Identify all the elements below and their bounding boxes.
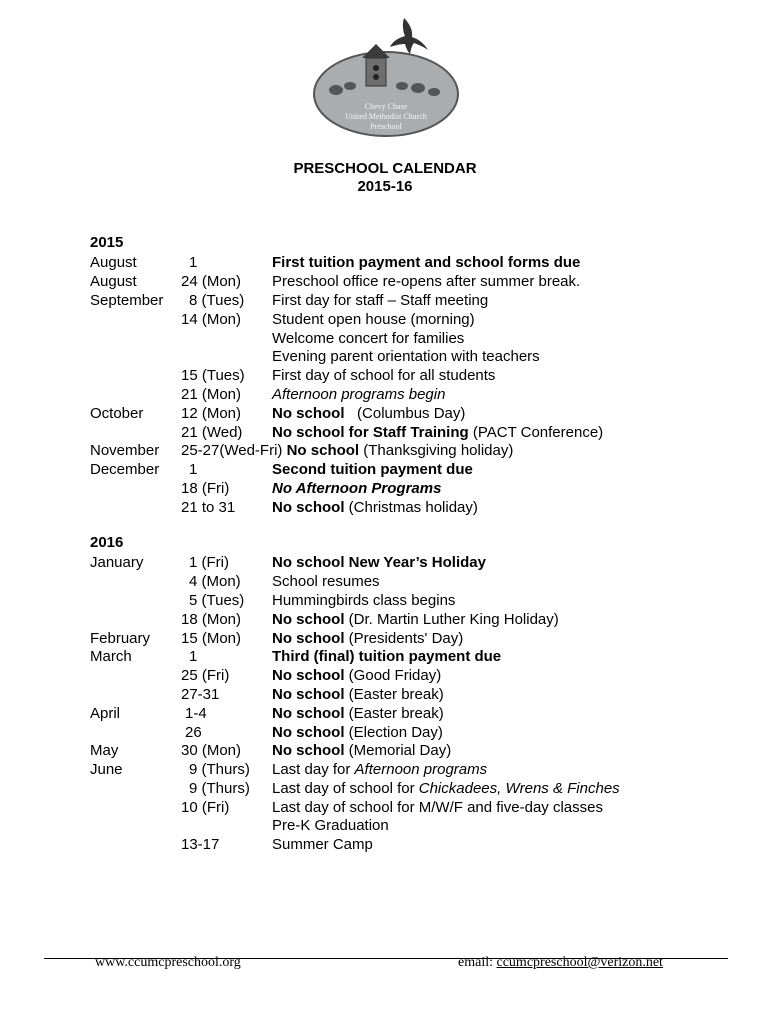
calendar-event-row — [0, 329, 770, 348]
event-date: 13-17 — [181, 836, 220, 853]
event-month: May — [90, 742, 119, 759]
event-date: 8 (Tues) — [189, 292, 245, 309]
event-text: No school New Year’s Holiday — [272, 554, 486, 571]
event-date: 18 (Fri) — [181, 480, 230, 497]
event-month: October — [90, 405, 144, 422]
event-text: Last day of school for — [272, 780, 419, 797]
event-date: 14 (Mon) — [181, 311, 242, 328]
svg-text:United Methodist Church: United Methodist Church — [345, 112, 427, 121]
event-description — [272, 798, 603, 817]
event-date: 26 — [185, 724, 202, 741]
event-text: No school — [272, 499, 345, 516]
event-description — [272, 685, 444, 704]
event-description — [272, 385, 445, 404]
event-text: School resumes — [272, 573, 380, 590]
calendar-event-row — [0, 553, 770, 572]
event-description — [272, 553, 486, 572]
event-month: August — [90, 273, 137, 290]
event-date: 25 (Fri) — [181, 667, 230, 684]
event-date: 1 — [189, 648, 198, 665]
event-text: No school — [272, 611, 345, 628]
calendar-event-row — [0, 816, 770, 835]
calendar-event-row — [0, 666, 770, 685]
calendar-event-row — [0, 685, 770, 704]
event-description — [272, 291, 488, 310]
event-text: (Dr. Martin Luther King Holiday) — [344, 611, 559, 628]
calendar-event-row — [0, 423, 770, 442]
event-text: No school — [272, 705, 345, 722]
event-text: No school — [272, 686, 345, 703]
calendar-event-row — [0, 798, 770, 817]
event-text: Welcome concert for families — [272, 330, 465, 347]
preschool-logo — [306, 14, 466, 144]
event-description — [272, 498, 478, 517]
footer-email-link[interactable]: ccumcpreschool@verizon.net — [496, 955, 663, 970]
event-text: (Christmas holiday) — [344, 499, 478, 516]
event-date: 1 (Fri) — [189, 554, 229, 571]
event-date: 4 (Mon) — [189, 573, 241, 590]
event-month: February — [90, 630, 151, 647]
event-description — [272, 741, 451, 760]
event-description — [272, 404, 465, 423]
event-text: (Election Day) — [344, 724, 443, 741]
calendar-event-row — [0, 404, 770, 423]
event-text: Afternoon programs begin — [272, 386, 446, 403]
event-text: Evening parent orientation with teachers — [272, 348, 540, 365]
event-month: March — [90, 648, 132, 665]
event-text: Afternoon programs — [354, 761, 488, 778]
event-month: April — [90, 705, 121, 722]
event-month: August — [90, 254, 137, 271]
event-text: Third (final) tuition payment due — [272, 648, 502, 665]
calendar-year-range: 2015-16 — [357, 178, 413, 195]
event-description — [272, 310, 475, 329]
event-date: 15 (Tues) — [181, 367, 245, 384]
calendar-event-row — [0, 310, 770, 329]
event-text: (Good Friday) — [344, 667, 442, 684]
event-description — [272, 423, 603, 442]
event-text: Second tuition payment due — [272, 461, 473, 478]
event-date: 12 (Mon) — [181, 405, 242, 422]
event-text: 25-27(Wed-Fri) — [181, 442, 287, 459]
event-description — [272, 366, 495, 385]
footer-email-label: email: — [458, 955, 497, 970]
calendar-event-row — [0, 460, 770, 479]
event-text: Summer Camp — [272, 836, 373, 853]
event-description — [272, 629, 463, 648]
event-date: 1-4 — [185, 705, 207, 722]
event-description — [272, 760, 487, 779]
event-date: 21 (Wed) — [181, 424, 243, 441]
event-month: June — [90, 761, 123, 778]
event-date: 27-31 — [181, 686, 220, 703]
event-description — [272, 460, 473, 479]
event-date: 18 (Mon) — [181, 611, 242, 628]
calendar-event-row — [0, 647, 770, 666]
event-text: First day for staff – Staff meeting — [272, 292, 489, 309]
calendar-event-row — [0, 610, 770, 629]
event-date: 1 — [189, 254, 198, 271]
event-date: 30 (Mon) — [181, 742, 242, 759]
event-description — [272, 572, 380, 591]
event-description — [272, 723, 443, 742]
event-text: Pre-K Graduation — [272, 817, 389, 834]
event-description — [272, 816, 389, 835]
calendar-event-row — [0, 835, 770, 854]
calendar-event-row — [0, 760, 770, 779]
event-text: (Easter break) — [344, 686, 444, 703]
event-text: (Easter break) — [344, 705, 444, 722]
footer-email — [458, 955, 663, 971]
event-text: (Memorial Day) — [344, 742, 452, 759]
event-description — [272, 835, 373, 854]
year-heading-2015: 2015 — [90, 234, 124, 251]
calendar-event-row — [0, 366, 770, 385]
event-date: 15 (Mon) — [181, 630, 242, 647]
event-month: September — [90, 292, 164, 309]
calendar-event-row — [0, 385, 770, 404]
event-month: December — [90, 461, 160, 478]
eagle-icon — [390, 18, 428, 54]
event-text: (Presidents' Day) — [344, 630, 464, 647]
event-description — [272, 329, 464, 348]
event-description — [272, 591, 455, 610]
calendar-event-row — [0, 479, 770, 498]
calendar-event-row — [0, 572, 770, 591]
calendar-title: PRESCHOOL CALENDAR — [293, 160, 477, 177]
svg-text:Preschool: Preschool — [370, 122, 402, 131]
event-date: 5 (Tues) — [189, 592, 245, 609]
event-text: Preschool office re-opens after summer break. — [272, 273, 581, 290]
event-description — [272, 704, 444, 723]
calendar-event-row — [0, 272, 770, 291]
year-heading-2016: 2016 — [90, 534, 124, 551]
event-description — [272, 610, 559, 629]
event-date: 24 (Mon) — [181, 273, 242, 290]
calendar-event-row — [0, 591, 770, 610]
event-text: (PACT Conference) — [468, 424, 604, 441]
event-text: No school — [286, 442, 360, 459]
calendar-event-row — [0, 498, 770, 517]
event-date: 9 (Thurs) — [189, 780, 250, 797]
event-text: No school — [272, 667, 345, 684]
event-text: No Afternoon Programs — [272, 480, 442, 497]
event-date: 9 (Thurs) — [189, 761, 250, 778]
event-text: No school — [272, 405, 345, 422]
event-text: First tuition payment and school forms due — [272, 254, 581, 271]
calendar-event-row — [0, 779, 770, 798]
event-description — [272, 666, 441, 685]
calendar-event-row — [0, 347, 770, 366]
event-text: (Thanksgiving holiday) — [359, 442, 514, 459]
event-description — [272, 272, 580, 291]
event-month: January — [90, 554, 144, 571]
event-description — [272, 479, 441, 498]
event-date: 21 to 31 — [181, 499, 236, 516]
calendar-event-row — [0, 629, 770, 648]
event-text: Last day of school for M/W/F and five-day classes — [272, 799, 603, 816]
calendar-event-row — [0, 741, 770, 760]
event-text: Last day for — [272, 761, 355, 778]
calendar-event-row — [0, 704, 770, 723]
event-text: Student open house (morning) — [272, 311, 475, 328]
calendar-event-row — [0, 253, 770, 272]
event-date: 10 (Fri) — [181, 799, 230, 816]
svg-text:Chevy Chase: Chevy Chase — [364, 102, 408, 111]
event-text: First day of school for all students — [272, 367, 496, 384]
event-text: (Columbus Day) — [344, 405, 466, 422]
event-description — [272, 647, 501, 666]
event-text: No school — [272, 742, 345, 759]
event-text: No school — [272, 724, 345, 741]
event-description — [272, 779, 620, 798]
event-month: November — [90, 442, 160, 459]
event-description — [181, 441, 513, 460]
event-date: 1 — [189, 461, 198, 478]
calendar-event-row — [0, 723, 770, 742]
event-text: No school for Staff Training — [272, 424, 469, 441]
footer-website[interactable]: www.ccumcpreschool.org — [95, 955, 241, 970]
event-date: 21 (Mon) — [181, 386, 242, 403]
calendar-event-row — [0, 441, 770, 460]
calendar-event-row — [0, 291, 770, 310]
event-text: No school — [272, 630, 345, 647]
birdhouse-icon — [362, 44, 390, 58]
event-text: Chickadees, Wrens & Finches — [418, 780, 620, 797]
event-text: Hummingbirds class begins — [272, 592, 456, 609]
event-description — [272, 347, 540, 366]
event-description — [272, 253, 580, 272]
